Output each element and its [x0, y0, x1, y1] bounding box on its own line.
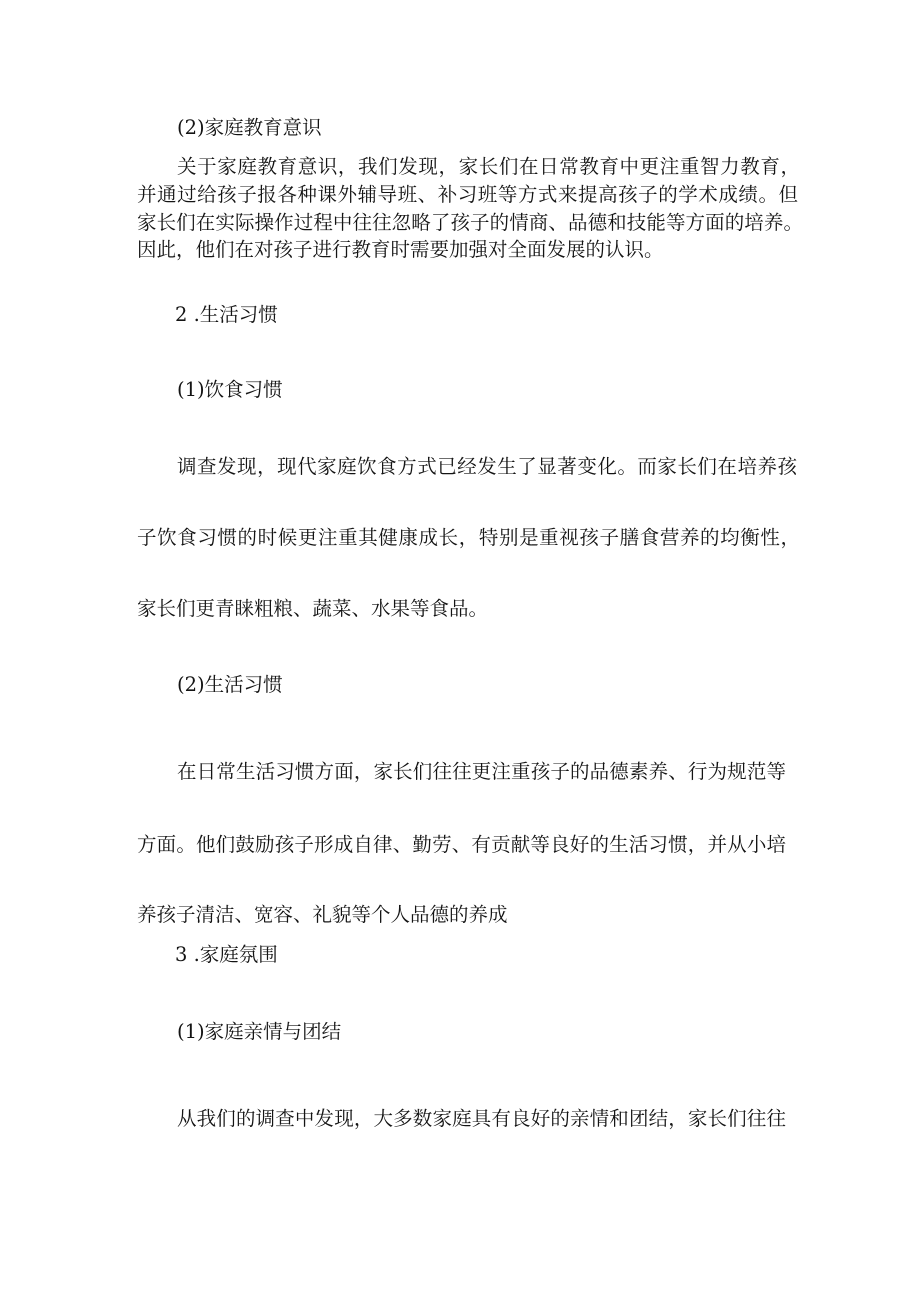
paragraph-line: 子饮食习惯的时候更注重其健康成长，特别是重视孩子膳食营养的均衡性，	[137, 526, 800, 549]
subheading-daily-life-habits: (2)生活习惯	[177, 673, 283, 696]
paragraph-line: 调查发现，现代家庭饮食方式已经发生了显著变化。而家长们在培养孩	[177, 455, 797, 478]
section-heading-living-habits: 2 .生活习惯	[175, 303, 278, 326]
paragraph-line: 在日常生活习惯方面，家长们往往更注重孩子的品德素养、行为规范等	[177, 760, 786, 783]
paragraph-line: 因此，他们在对孩子进行教育时需要加强对全面发展的认识。	[137, 238, 664, 261]
paragraph-line: 养孩子清洁、宽容、礼貌等个人品德的养成	[137, 903, 508, 926]
paragraph-line: 关于家庭教育意识，我们发现，家长们在日常教育中更注重智力教育，	[177, 155, 800, 178]
subheading-family-education-awareness: (2)家庭教育意识	[177, 116, 322, 139]
paragraph-line: 家长们在实际操作过程中往往忽略了孩子的情商、品德和技能等方面的培养。	[137, 211, 803, 234]
paragraph-line: 方面。他们鼓励孩子形成自律、勤劳、有贡献等良好的生活习惯，并从小培	[137, 833, 786, 856]
paragraph-line: 家长们更青睐粗粮、蔬菜、水果等食品。	[137, 597, 489, 620]
subheading-family-affection-unity: (1)家庭亲情与团结	[177, 1020, 342, 1043]
subheading-diet-habits: (1)饮食习惯	[177, 378, 283, 401]
paragraph-line: 从我们的调查中发现，大多数家庭具有良好的亲情和团结，家长们往往	[177, 1107, 786, 1130]
section-heading-family-atmosphere: 3 .家庭氛围	[175, 943, 278, 966]
paragraph-line: 并通过给孩子报各种课外辅导班、补习班等方式来提高孩子的学术成绩。但	[137, 183, 798, 206]
